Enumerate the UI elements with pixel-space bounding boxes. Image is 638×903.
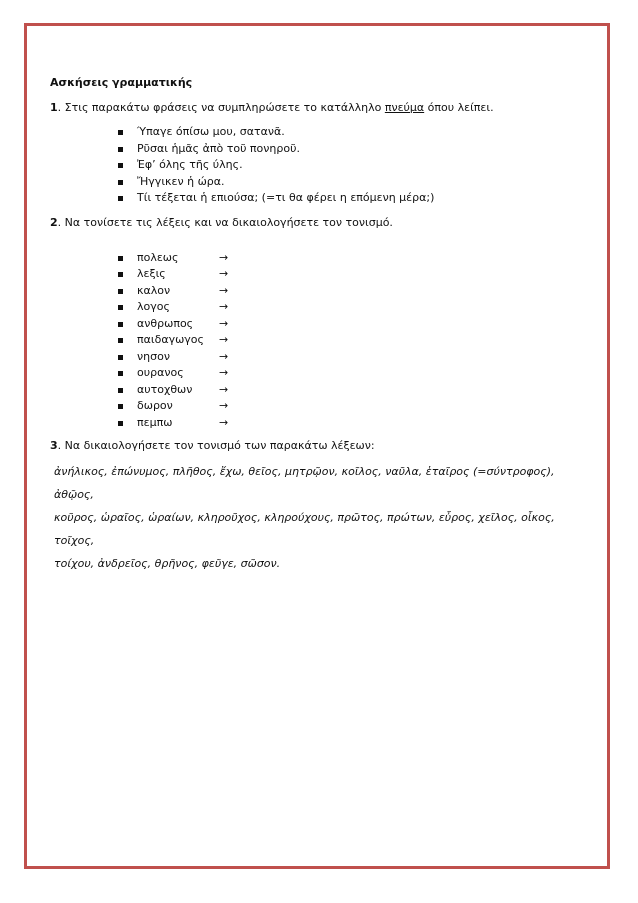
arrow-right-icon: → xyxy=(219,333,229,346)
list-item: Τίι τέξεται ἡ επιούσα; (=τι θα φέρει η επόμενη μέρα;) xyxy=(118,190,590,207)
bullet-icon xyxy=(118,355,123,360)
question-2-list xyxy=(50,250,590,432)
arrow-right-icon: → xyxy=(219,399,229,412)
arrow-right-icon: → xyxy=(219,349,229,363)
arrow-right-icon: → xyxy=(219,250,229,264)
list-item: Ἐφ’ όλης τῆς ύλης. xyxy=(118,157,590,174)
bullet-icon xyxy=(118,322,123,327)
bullet-icon xyxy=(118,421,123,426)
question-2-text: . Να τονίσετε τις λέξεις και να δικαιολογήσετε τον τονισμό. xyxy=(57,215,393,229)
bullet-icon xyxy=(118,388,123,393)
bullet-icon xyxy=(118,256,123,261)
bullet-icon xyxy=(118,130,123,135)
bullet-icon xyxy=(118,196,123,201)
question-2 xyxy=(50,216,590,229)
word-line: κοῦρος, ὡραῖος, ὡραίων, κληροῦχος, κληρούχους, πρῶτος, πρώτων, εὖρος, χεῖλος, οἶκος, τοῖχος, xyxy=(54,511,555,547)
question-3-text: . Να δικαιολογήσετε τον τονισμό των παρακάτω λέξεων: xyxy=(57,439,375,452)
bullet-icon xyxy=(118,272,123,277)
list-item: ουρανος → xyxy=(118,365,590,382)
question-3-words xyxy=(50,460,590,575)
question-3 xyxy=(50,439,590,452)
arrow-right-icon: → xyxy=(219,415,229,429)
question-3-number: 3 xyxy=(50,439,58,452)
bullet-icon xyxy=(118,147,123,152)
list-item: πολεως → xyxy=(118,250,590,267)
bullet-icon xyxy=(118,289,123,294)
question-2-number: 2 xyxy=(50,215,58,229)
bullet-icon xyxy=(118,305,123,310)
list-item: λογος → xyxy=(118,299,590,316)
question-1-number: 1 xyxy=(50,101,58,114)
bullet-icon xyxy=(118,163,123,168)
list-item: δωρον → xyxy=(118,398,590,415)
list-item: νησον → xyxy=(118,349,590,366)
arrow-right-icon: → xyxy=(219,316,229,330)
question-1-text-post: όπου λείπει. xyxy=(424,101,494,114)
bullet-icon xyxy=(118,404,123,409)
question-1-underlined: πνεύμα xyxy=(384,101,425,114)
list-item: καλον → xyxy=(118,283,590,300)
document-body xyxy=(50,76,590,575)
arrow-right-icon: → xyxy=(219,366,229,379)
list-item: Ἤγγικεν ἡ ώρα. xyxy=(118,174,590,191)
arrow-right-icon: → xyxy=(219,300,229,313)
bullet-icon xyxy=(118,180,123,185)
question-1 xyxy=(50,101,590,114)
list-item: αυτοχθων → xyxy=(118,382,590,399)
list-item: Ρῦσαι ἡμᾶς ἀπὸ τοῦ πονηροῦ. xyxy=(118,141,590,158)
bullet-icon xyxy=(118,371,123,376)
arrow-right-icon: → xyxy=(219,267,229,280)
question-1-list xyxy=(50,124,590,207)
question-1-text-pre: . Στις παρακάτω φράσεις να συμπληρώσετε το κατάλληλο xyxy=(57,101,385,114)
list-item: παιδαγωγος → xyxy=(118,332,590,349)
list-item: Ύπαγε όπίσω μου, σατανᾶ. xyxy=(118,124,590,141)
list-item: λεξις → xyxy=(118,266,590,283)
document-title: Ασκήσεις γραμματικής xyxy=(50,76,193,89)
word-line: ἀνήλικος, ἐπώνυμος, πλῆθος, ἔχω, θεῖος, μητρῷον, κοῖλος, ναῦλα, ἑταῖρος (=σύντροφος), ἀθῷος, xyxy=(54,465,555,501)
list-item: πεμπω → xyxy=(118,415,590,432)
list-item: ανθρωπος → xyxy=(118,316,590,333)
bullet-icon xyxy=(118,338,123,343)
arrow-right-icon: → xyxy=(219,382,229,396)
word-line: τοίχου, ἀνδρεῖος, θρῆνος, φεῦγε, σῶσον. xyxy=(54,557,281,570)
arrow-right-icon: → xyxy=(219,283,229,297)
